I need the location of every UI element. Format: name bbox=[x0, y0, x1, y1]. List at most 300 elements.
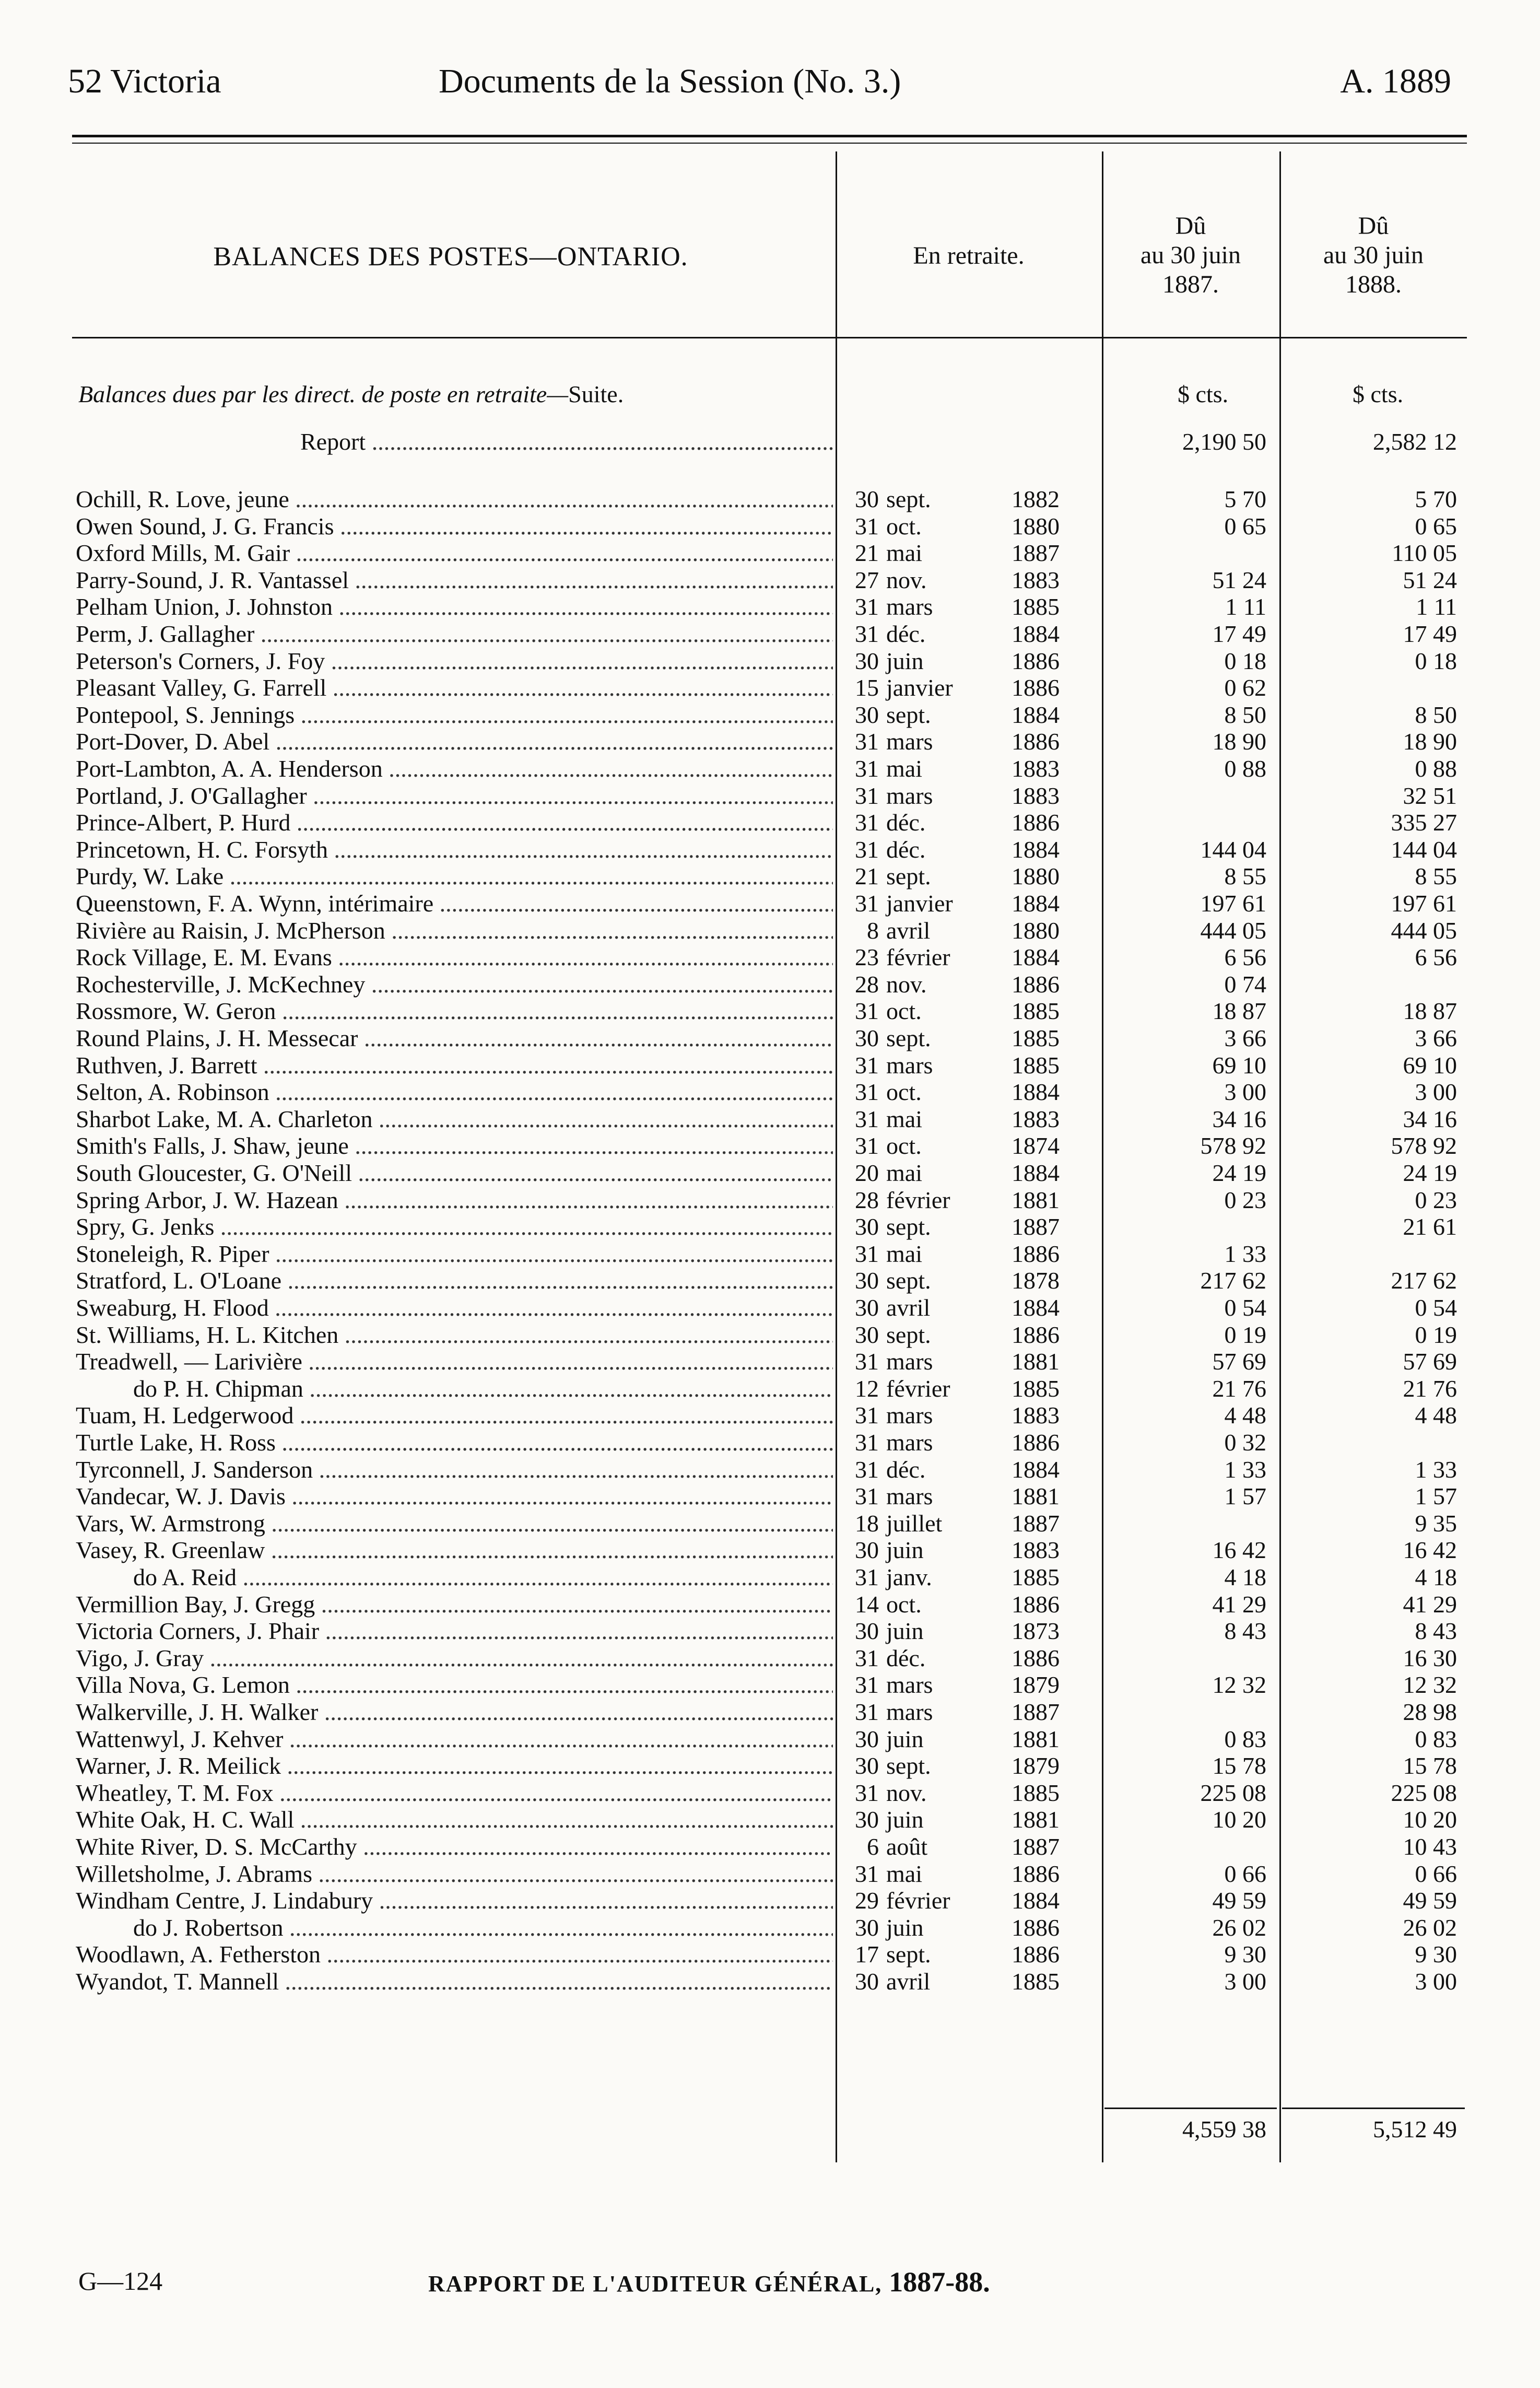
due-1888: 197 61 bbox=[1391, 890, 1457, 917]
office-postmaster: Pleasant Valley, G. Farrell ..... bbox=[76, 674, 833, 701]
retirement-date bbox=[848, 1429, 1098, 1456]
date-day: 14 bbox=[855, 1590, 879, 1618]
office-postmaster: Stratford, L. O'Loane ..... bbox=[76, 1267, 833, 1294]
total-rule-1887 bbox=[1104, 2108, 1277, 2109]
retirement-date bbox=[848, 1699, 1098, 1726]
table-row bbox=[76, 1591, 1465, 1618]
office-postmaster: Peterson's Corners, J. Foy ..... bbox=[76, 648, 833, 675]
office-postmaster: Prince-Albert, P. Hurd ..... bbox=[76, 809, 833, 836]
date-year: 1886 bbox=[1012, 1429, 1060, 1456]
due-1887: 24 19 bbox=[1212, 1160, 1266, 1186]
date-year: 1882 bbox=[1012, 486, 1060, 512]
date-year: 1886 bbox=[1012, 728, 1060, 755]
retirement-date bbox=[848, 1752, 1098, 1780]
date-day: 30 bbox=[855, 1025, 879, 1051]
date-month: juin bbox=[886, 1618, 924, 1645]
date-month: janvier bbox=[886, 890, 953, 917]
top-rule-thin bbox=[72, 143, 1467, 144]
table-row bbox=[76, 1025, 1465, 1052]
retirement-date bbox=[848, 1375, 1098, 1402]
due-1888: 18 87 bbox=[1403, 998, 1457, 1025]
retirement-date bbox=[848, 701, 1098, 729]
date-month: mars bbox=[886, 728, 933, 755]
date-month: oct. bbox=[886, 512, 922, 540]
due-1888: 0 54 bbox=[1415, 1294, 1457, 1321]
date-day: 30 bbox=[855, 701, 879, 728]
office-postmaster: Rossmore, W. Geron ..... bbox=[76, 998, 833, 1025]
due-1887: 8 55 bbox=[1224, 863, 1266, 890]
date-day: 15 bbox=[855, 674, 879, 701]
due-1887: 17 49 bbox=[1212, 621, 1266, 647]
table-row bbox=[76, 836, 1465, 863]
due-1888: 0 65 bbox=[1415, 512, 1457, 540]
date-year: 1881 bbox=[1012, 1348, 1060, 1375]
date-year: 1887 bbox=[1012, 1509, 1060, 1537]
due-1887: 0 66 bbox=[1224, 1860, 1266, 1887]
date-month: déc. bbox=[886, 1644, 926, 1671]
date-year: 1881 bbox=[1012, 1806, 1060, 1833]
table-row bbox=[76, 567, 1465, 594]
table-row bbox=[76, 890, 1465, 917]
date-day: 31 bbox=[855, 998, 879, 1025]
due-1887: 225 08 bbox=[1200, 1779, 1266, 1806]
due-1888: 8 50 bbox=[1415, 701, 1457, 728]
due-1887: 34 16 bbox=[1212, 1105, 1266, 1132]
date-year: 1883 bbox=[1012, 1402, 1060, 1429]
date-year: 1883 bbox=[1012, 1537, 1060, 1564]
header-due-1887-line1: Dû bbox=[1175, 212, 1206, 240]
date-month: mars bbox=[886, 1429, 933, 1456]
retirement-date bbox=[848, 513, 1098, 540]
date-year: 1885 bbox=[1012, 1968, 1060, 1995]
table-row bbox=[76, 1187, 1465, 1214]
retirement-date bbox=[848, 1914, 1098, 1941]
office-postmaster: Port-Lambton, A. A. Henderson ..... bbox=[76, 755, 833, 782]
office-postmaster: Princetown, H. C. Forsyth ..... bbox=[76, 836, 833, 863]
due-1887: 10 20 bbox=[1212, 1806, 1266, 1833]
office-postmaster: Pelham Union, J. Johnston ..... bbox=[76, 593, 833, 621]
table-row bbox=[76, 513, 1465, 540]
office-postmaster: Owen Sound, J. G. Francis ..... bbox=[76, 513, 833, 540]
date-day: 31 bbox=[855, 890, 879, 917]
table-row bbox=[76, 998, 1465, 1025]
date-day: 17 bbox=[855, 1941, 879, 1968]
due-1888: 0 83 bbox=[1415, 1725, 1457, 1752]
office-postmaster: Warner, J. R. Meilick ..... bbox=[76, 1752, 833, 1780]
date-month: mai bbox=[886, 540, 922, 567]
due-1887: 0 62 bbox=[1224, 674, 1266, 701]
table-row bbox=[76, 1752, 1465, 1780]
table-row bbox=[76, 621, 1465, 648]
table-row bbox=[76, 1618, 1465, 1645]
office-postmaster: Spring Arbor, J. W. Hazean ..... bbox=[76, 1187, 833, 1214]
date-month: mars bbox=[886, 1699, 933, 1725]
due-1887: 9 30 bbox=[1224, 1941, 1266, 1968]
table-row bbox=[76, 755, 1465, 782]
retirement-date bbox=[848, 1106, 1098, 1133]
table-row bbox=[76, 1402, 1465, 1429]
due-1888: 69 10 bbox=[1403, 1051, 1457, 1079]
date-day: 30 bbox=[855, 1294, 879, 1321]
date-year: 1887 bbox=[1012, 1699, 1060, 1725]
retirement-date bbox=[848, 1645, 1098, 1672]
due-1888: 110 05 bbox=[1392, 540, 1457, 567]
due-1888: 0 18 bbox=[1415, 647, 1457, 674]
unit-label-1888: $ cts. bbox=[1353, 381, 1404, 407]
date-year: 1884 bbox=[1012, 836, 1060, 863]
office-postmaster: Turtle Lake, H. Ross ..... bbox=[76, 1429, 833, 1456]
due-1888: 16 30 bbox=[1403, 1644, 1457, 1671]
due-1887: 0 18 bbox=[1224, 647, 1266, 674]
date-day: 21 bbox=[855, 540, 879, 567]
table-row bbox=[76, 1052, 1465, 1079]
date-day: 31 bbox=[855, 1699, 879, 1725]
date-month: avril bbox=[886, 917, 931, 944]
due-1888: 51 24 bbox=[1403, 566, 1457, 593]
retirement-date bbox=[848, 1941, 1098, 1968]
header-due-1887-line2: au 30 juin bbox=[1141, 241, 1241, 269]
due-1887: 1 33 bbox=[1224, 1456, 1266, 1483]
retirement-date bbox=[848, 728, 1098, 755]
retirement-date bbox=[848, 1240, 1098, 1268]
due-1888: 0 66 bbox=[1415, 1860, 1457, 1887]
due-1887: 51 24 bbox=[1212, 566, 1266, 593]
table-row bbox=[76, 1806, 1465, 1833]
retirement-date bbox=[848, 1456, 1098, 1483]
date-day: 30 bbox=[855, 486, 879, 512]
table-row bbox=[76, 1833, 1465, 1860]
date-month: sept. bbox=[886, 1025, 931, 1051]
due-1887: 0 88 bbox=[1224, 755, 1266, 782]
due-1887: 18 87 bbox=[1212, 998, 1266, 1025]
date-month: nov. bbox=[886, 566, 927, 593]
date-year: 1886 bbox=[1012, 647, 1060, 674]
office-postmaster: do J. Robertson ..... bbox=[76, 1914, 833, 1941]
date-year: 1885 bbox=[1012, 1779, 1060, 1806]
date-year: 1886 bbox=[1012, 1240, 1060, 1267]
due-1888: 217 62 bbox=[1391, 1267, 1457, 1294]
total-due-1888: 5,512 49 bbox=[1373, 2116, 1457, 2143]
due-1887: 0 54 bbox=[1224, 1294, 1266, 1321]
header-due-1888-line2: au 30 juin bbox=[1323, 241, 1424, 269]
header-rule bbox=[72, 337, 1467, 338]
table-row bbox=[76, 1510, 1465, 1537]
date-month: déc. bbox=[886, 836, 926, 863]
date-day: 31 bbox=[855, 1348, 879, 1375]
date-month: juin bbox=[886, 1914, 924, 1941]
total-rule-1888 bbox=[1282, 2108, 1465, 2109]
table-row bbox=[76, 971, 1465, 998]
retirement-date bbox=[848, 1483, 1098, 1510]
due-1888: 3 00 bbox=[1415, 1079, 1457, 1106]
header-due-1888-line3: 1888. bbox=[1345, 271, 1402, 298]
table-row bbox=[76, 1968, 1465, 1995]
office-postmaster: Port-Dover, D. Abel ..... bbox=[76, 728, 833, 755]
header-due-1887 bbox=[1107, 212, 1274, 299]
date-day: 20 bbox=[855, 1160, 879, 1186]
due-1888: 0 19 bbox=[1415, 1321, 1457, 1348]
table-row bbox=[76, 863, 1465, 890]
date-year: 1885 bbox=[1012, 1051, 1060, 1079]
date-year: 1880 bbox=[1012, 512, 1060, 540]
due-1888: 0 88 bbox=[1415, 755, 1457, 782]
office-postmaster: do P. H. Chipman ..... bbox=[76, 1375, 833, 1402]
due-1888: 24 19 bbox=[1403, 1160, 1457, 1186]
due-1887: 8 50 bbox=[1224, 701, 1266, 728]
due-1887: 0 65 bbox=[1224, 512, 1266, 540]
due-1887: 3 00 bbox=[1224, 1968, 1266, 1995]
due-1888: 578 92 bbox=[1391, 1132, 1457, 1160]
date-year: 1884 bbox=[1012, 1456, 1060, 1483]
due-1887: 1 57 bbox=[1224, 1483, 1266, 1510]
due-1887: 578 92 bbox=[1200, 1132, 1266, 1160]
table-row bbox=[76, 1375, 1465, 1402]
date-month: mars bbox=[886, 593, 933, 621]
due-1888: 6 56 bbox=[1415, 944, 1457, 971]
date-day: 30 bbox=[855, 1537, 879, 1564]
date-month: mai bbox=[886, 1105, 922, 1132]
due-1888: 5 70 bbox=[1415, 486, 1457, 512]
table-row bbox=[76, 701, 1465, 729]
table-row bbox=[76, 486, 1465, 513]
retirement-date bbox=[848, 1187, 1098, 1214]
due-1887: 5 70 bbox=[1224, 486, 1266, 512]
office-postmaster: Wheatley, T. M. Fox ..... bbox=[76, 1780, 833, 1807]
retirement-date bbox=[848, 1618, 1098, 1645]
date-year: 1884 bbox=[1012, 1887, 1060, 1914]
table-row bbox=[76, 1106, 1465, 1133]
due-1888: 17 49 bbox=[1403, 621, 1457, 647]
office-postmaster: Spry, G. Jenks ..... bbox=[76, 1213, 833, 1240]
date-month: août bbox=[886, 1833, 928, 1860]
office-postmaster: Walkerville, J. H. Walker ..... bbox=[76, 1699, 833, 1726]
date-month: juin bbox=[886, 647, 924, 674]
date-year: 1881 bbox=[1012, 1483, 1060, 1510]
due-1888: 1 33 bbox=[1415, 1456, 1457, 1483]
session-number: 52 Victoria bbox=[68, 62, 221, 100]
date-month: juin bbox=[886, 1537, 924, 1564]
table-row bbox=[76, 1267, 1465, 1294]
year-label: A. 1889 bbox=[1340, 62, 1451, 100]
retirement-date bbox=[848, 1079, 1098, 1106]
office-postmaster: South Gloucester, G. O'Neill ..... bbox=[76, 1160, 833, 1187]
retirement-date bbox=[848, 809, 1098, 836]
date-year: 1886 bbox=[1012, 1590, 1060, 1618]
due-1887: 49 59 bbox=[1212, 1887, 1266, 1914]
table-row bbox=[76, 1483, 1465, 1510]
date-day: 31 bbox=[855, 1079, 879, 1106]
date-year: 1885 bbox=[1012, 593, 1060, 621]
due-1887: 0 23 bbox=[1224, 1186, 1266, 1213]
date-month: sept. bbox=[886, 1752, 931, 1780]
office-postmaster: Woodlawn, A. Fetherston ..... bbox=[76, 1941, 833, 1968]
date-day: 31 bbox=[855, 1402, 879, 1429]
office-postmaster: Stoneleigh, R. Piper ..... bbox=[76, 1240, 833, 1268]
due-1888: 26 02 bbox=[1403, 1914, 1457, 1941]
retirement-date bbox=[848, 1294, 1098, 1321]
date-day: 31 bbox=[855, 621, 879, 647]
due-1888: 49 59 bbox=[1403, 1887, 1457, 1914]
retirement-date bbox=[848, 1537, 1098, 1564]
office-postmaster: Tuam, H. Ledgerwood ..... bbox=[76, 1402, 833, 1429]
retirement-date bbox=[848, 917, 1098, 944]
retirement-date bbox=[848, 1510, 1098, 1537]
date-year: 1884 bbox=[1012, 1294, 1060, 1321]
office-postmaster: Purdy, W. Lake ..... bbox=[76, 863, 833, 890]
header-retraite: En retraite. bbox=[913, 242, 1025, 270]
due-1888: 3 66 bbox=[1415, 1025, 1457, 1051]
due-1888: 144 04 bbox=[1391, 836, 1457, 863]
date-day: 21 bbox=[855, 863, 879, 890]
retirement-date bbox=[848, 1671, 1098, 1699]
retirement-date bbox=[848, 755, 1098, 782]
retirement-date bbox=[848, 863, 1098, 890]
due-1888: 225 08 bbox=[1391, 1779, 1457, 1806]
due-1887: 4 18 bbox=[1224, 1564, 1266, 1590]
due-1887: 69 10 bbox=[1212, 1051, 1266, 1079]
date-month: mars bbox=[886, 1402, 933, 1429]
office-postmaster: Vermillion Bay, J. Gregg ..... bbox=[76, 1591, 833, 1618]
date-day: 31 bbox=[855, 1644, 879, 1671]
date-day: 30 bbox=[855, 1752, 879, 1780]
due-1887: 144 04 bbox=[1200, 836, 1266, 863]
table-row bbox=[76, 1914, 1465, 1941]
table-row bbox=[76, 593, 1465, 621]
retirement-date bbox=[848, 1806, 1098, 1833]
table-row bbox=[76, 917, 1465, 944]
table-row bbox=[76, 1941, 1465, 1968]
office-postmaster: Rochesterville, J. McKechney ..... bbox=[76, 971, 833, 998]
table-row bbox=[76, 1537, 1465, 1564]
date-year: 1885 bbox=[1012, 1025, 1060, 1051]
report-label: Report ..... bbox=[76, 428, 833, 455]
date-day: 31 bbox=[855, 836, 879, 863]
date-month: février bbox=[886, 1375, 950, 1402]
office-postmaster: Ochill, R. Love, jeune ..... bbox=[76, 486, 833, 513]
date-year: 1879 bbox=[1012, 1752, 1060, 1780]
office-postmaster: Victoria Corners, J. Phair ..... bbox=[76, 1618, 833, 1645]
date-year: 1881 bbox=[1012, 1725, 1060, 1752]
office-postmaster: Treadwell, — Larivière ..... bbox=[76, 1348, 833, 1375]
date-month: sept. bbox=[886, 1941, 931, 1968]
date-year: 1883 bbox=[1012, 755, 1060, 782]
unit-label-1887: $ cts. bbox=[1178, 381, 1229, 407]
date-day: 31 bbox=[855, 1051, 879, 1079]
office-postmaster: Wattenwyl, J. Kehver ..... bbox=[76, 1726, 833, 1753]
retirement-date bbox=[848, 1591, 1098, 1618]
due-1887: 18 90 bbox=[1212, 728, 1266, 755]
retirement-date bbox=[848, 944, 1098, 971]
date-month: sept. bbox=[886, 1321, 931, 1348]
due-1888: 8 43 bbox=[1415, 1618, 1457, 1645]
date-day: 31 bbox=[855, 1429, 879, 1456]
office-postmaster: Sweaburg, H. Flood ..... bbox=[76, 1294, 833, 1321]
table-row bbox=[76, 728, 1465, 755]
office-postmaster: Wyandot, T. Mannell ..... bbox=[76, 1968, 833, 1995]
office-postmaster: Parry-Sound, J. R. Vantassel ..... bbox=[76, 567, 833, 594]
date-year: 1885 bbox=[1012, 1564, 1060, 1590]
date-month: mars bbox=[886, 1348, 933, 1375]
date-day: 31 bbox=[855, 1671, 879, 1699]
date-year: 1878 bbox=[1012, 1267, 1060, 1294]
date-year: 1886 bbox=[1012, 1860, 1060, 1887]
due-1887: 217 62 bbox=[1200, 1267, 1266, 1294]
office-postmaster: Perm, J. Gallagher ..... bbox=[76, 621, 833, 648]
date-month: janvier bbox=[886, 674, 953, 701]
date-month: avril bbox=[886, 1968, 931, 1995]
due-1887: 21 76 bbox=[1212, 1375, 1266, 1402]
date-year: 1887 bbox=[1012, 1833, 1060, 1860]
retirement-date bbox=[848, 1025, 1098, 1052]
due-1888: 9 35 bbox=[1415, 1509, 1457, 1537]
table-row bbox=[76, 540, 1465, 567]
date-day: 27 bbox=[855, 566, 879, 593]
date-month: mars bbox=[886, 1671, 933, 1699]
date-month: février bbox=[886, 1186, 950, 1213]
office-postmaster: do A. Reid ..... bbox=[76, 1564, 833, 1591]
retirement-date bbox=[848, 971, 1098, 998]
date-day: 31 bbox=[855, 1564, 879, 1590]
date-year: 1886 bbox=[1012, 809, 1060, 836]
table-row bbox=[76, 1726, 1465, 1753]
date-year: 1883 bbox=[1012, 1105, 1060, 1132]
office-postmaster: White Oak, H. C. Wall ..... bbox=[76, 1806, 833, 1833]
due-1888: 34 16 bbox=[1403, 1105, 1457, 1132]
date-month: mai bbox=[886, 1160, 922, 1186]
footer-year: 1887-88. bbox=[889, 2266, 990, 2298]
footer-title: RAPPORT DE L'AUDITEUR GÉNÉRAL, bbox=[428, 2271, 883, 2297]
date-day: 30 bbox=[855, 1806, 879, 1833]
due-1887: 0 32 bbox=[1224, 1429, 1266, 1456]
due-1888: 0 23 bbox=[1415, 1186, 1457, 1213]
retirement-date bbox=[848, 1052, 1098, 1079]
date-day: 23 bbox=[855, 944, 879, 971]
due-1887: 3 00 bbox=[1224, 1079, 1266, 1106]
due-1887: 12 32 bbox=[1212, 1671, 1266, 1699]
office-postmaster: Sharbot Lake, M. A. Charleton ..... bbox=[76, 1106, 833, 1133]
date-day: 30 bbox=[855, 1914, 879, 1941]
table-row bbox=[76, 1887, 1465, 1914]
retirement-date bbox=[848, 782, 1098, 810]
due-1888: 16 42 bbox=[1403, 1537, 1457, 1564]
table-title: BALANCES DES POSTES—ONTARIO. bbox=[213, 242, 688, 272]
due-1887: 26 02 bbox=[1212, 1914, 1266, 1941]
office-postmaster: Oxford Mills, M. Gair ..... bbox=[76, 540, 833, 567]
due-1887: 16 42 bbox=[1212, 1537, 1266, 1564]
due-1887: 41 29 bbox=[1212, 1590, 1266, 1618]
office-postmaster: White River, D. S. McCarthy ..... bbox=[76, 1833, 833, 1860]
table-row bbox=[76, 1429, 1465, 1456]
date-month: mai bbox=[886, 1240, 922, 1267]
date-month: oct. bbox=[886, 998, 922, 1025]
retirement-date bbox=[848, 836, 1098, 863]
date-month: déc. bbox=[886, 621, 926, 647]
date-day: 31 bbox=[855, 512, 879, 540]
date-year: 1887 bbox=[1012, 1213, 1060, 1240]
date-day: 30 bbox=[855, 647, 879, 674]
retirement-date bbox=[848, 890, 1098, 917]
due-1887: 8 43 bbox=[1224, 1618, 1266, 1645]
table-row bbox=[76, 1456, 1465, 1483]
date-day: 31 bbox=[855, 755, 879, 782]
office-postmaster: Queenstown, F. A. Wynn, intérimaire ..... bbox=[76, 890, 833, 917]
table-row bbox=[76, 1240, 1465, 1268]
date-day: 30 bbox=[855, 1725, 879, 1752]
office-postmaster: Selton, A. Robinson ..... bbox=[76, 1079, 833, 1106]
retirement-date bbox=[848, 1887, 1098, 1914]
section-subheading bbox=[78, 380, 624, 408]
date-day: 30 bbox=[855, 1618, 879, 1645]
